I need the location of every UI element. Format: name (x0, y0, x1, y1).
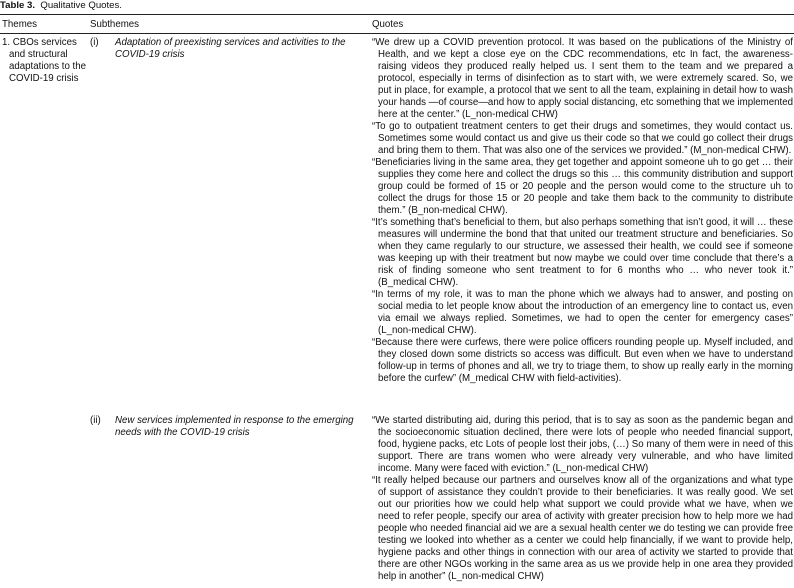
header-quotes: Quotes (372, 19, 404, 30)
subtheme-cell: New services implemented in response to the emerging needs with the COVID-19 crisis (115, 415, 354, 438)
table-caption (0, 0, 122, 12)
header-subthemes: Subthemes (90, 19, 140, 30)
quote: “In terms of my role, it was to man the phone which we always had to answer, and posting on social media to let people know about the introduction of an emergency line to contact us, even via email we always replied. Sometimes, we had to open the center for emergency cases” (L_non-medical CHW). (372, 289, 793, 336)
quote: “We drew up a COVID prevention protocol. It was based on the publications of the Ministry of Health, and we kept a close eye on the CDC recommendations, etc In fact, the awareness-raising videos they produced really helped us. I sent them to the team and we prepared a protocol, especially in terms of disinfection as to start with, we were extremely scared. So, we put in place, for example, a protocol that we sent to all the team, explaining in detail how to wash your hands —of course—and how to apply social distancing, etc something that we implemented here at the center.” (L_non-medical CHW) (372, 37, 793, 120)
quote: “Beneficiaries living in the same area, they get together and appoint someone uh to go get … their supplies they come here and collect the drugs so this … this community distribution and support group could be formed of 15 or 20 people and the person would come to the structure uh to collect the drugs for those 15 or 20 people and take them back to the community to distribute them.” (B_non-medical CHW). (372, 157, 793, 216)
subtheme-number: (ii) (90, 415, 101, 426)
subtheme-cell: Adaptation of preexisting services and activities to the COVID-19 crisis (115, 37, 346, 60)
quote: “To go to outpatient treatment centers to get their drugs and sometimes, they would contact us. Sometimes some would contact us and give us their code so that we could go collect their drugs and bring them to them. That was also one of the services we provided.” (M_non-medical CHW). (372, 121, 793, 156)
top-rule (0, 14, 794, 15)
quote: “It really helped because our partners and ourselves know all of the organizations and what type of support of assistance they couldn’t provide to their beneficiaries. It was really good. We set out our priorities how we could help what support we could provide what we have, when we need to refer people, specify our area of activity with greater precision how to help more we had people who needed financial aid we are a sexual health center we do testing we can provide free testing we looked into whether as a center we could help financially, if we want to provide help, hygiene packs and other things in connection with our area of activity we started to provide that there are other NGOs working in the same area as us we provide help in one area they provided help in another” (L_non-medical CHW) (372, 475, 793, 582)
header-rule (0, 33, 794, 34)
table-title: Qualitative Quotes. (40, 0, 122, 11)
quote: “Because there were curfews, there were police officers rounding people up. Myself included, and they closed down some districts so access was difficult. But even when we have to understand follow-up in terms of phones and all, we try to triage them, to show up really early in the morning before the curfew” (M_medical CHW with field-activities). (372, 337, 793, 384)
quote: “We started distributing aid, during this period, that is to say as soon as the pandemic began and the socioeconomic situation declined, there were lots of people who needed financial support, food, hygiene packs, etc Lots of people lost their jobs, (…) So many of them were in need of this support. There are trans women who were already very vulnerable, and who have limited income. Many were faced with eviction.” (L_non-medical CHW) (372, 415, 793, 474)
quotes-cell (372, 415, 793, 583)
theme-cell: 1. CBOs services and structural adaptations to the COVID-19 crisis (2, 37, 87, 84)
table-label: Table 3. (0, 0, 36, 11)
quotes-cell (372, 37, 793, 385)
subtheme-number: (i) (90, 37, 99, 48)
header-themes: Themes (2, 19, 37, 30)
quote: “It’s something that’s beneficial to them, but also perhaps something that isn’t good, it will … these measures will undermine the bond that that united our treatment structure and beneficiaries. So when they came regularly to our structure, we assessed their health, we could see if someone was keeping up with their treatment but now maybe we could over time conclude that there’s a risk of finding someone who sent treatment to for 6 months who … who never took it.” (B_medical CHW). (372, 217, 793, 288)
